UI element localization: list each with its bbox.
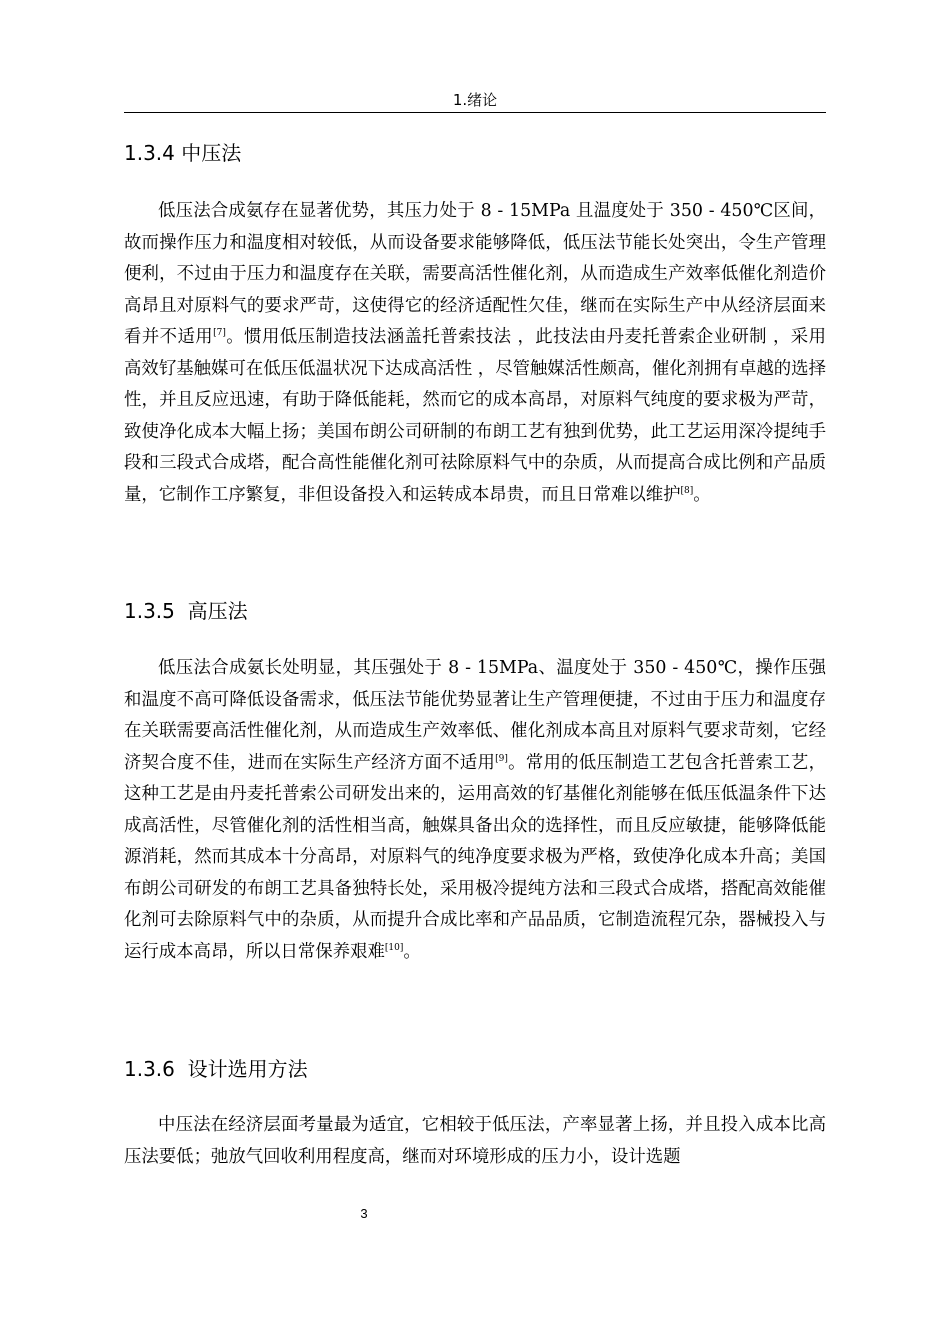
citation-ref: [9]	[495, 753, 508, 764]
section-heading-1-3-4: 1.3.4 中压法	[124, 141, 242, 165]
paragraph-text: 。	[693, 484, 711, 505]
running-header: 1.绪论	[452, 91, 498, 109]
citation-ref: [8]	[680, 485, 694, 496]
section-paragraph-1-3-6	[124, 1110, 826, 1173]
paragraph-text: 低压法合成氨存在显著优势，其压力处于 8 - 15MPa 且温度处于 350 - 450℃区间，故而操作压力和温度相对较低，从而设备要求能够降低，低压法节能长处突出，令生产管理便利，不过由于压力和温度存在关联，需要高活性催化剂，从而造成生产效率低催化剂造价高昂且对原料气的要求严苛，这使得它的经济适配性欠佳，继而在实际生产中从经济层面来看并不适用	[124, 201, 826, 347]
citation-ref: [10]	[384, 942, 404, 953]
section-heading-1-3-6: 1.3.6 设计选用方法	[124, 1057, 308, 1081]
section-paragraph-1-3-5	[124, 653, 826, 968]
section-heading-1-3-5: 1.3.5 高压法	[124, 599, 248, 623]
header-rule	[124, 112, 826, 113]
page-number: 3	[360, 1206, 368, 1221]
citation-ref: [7]	[213, 328, 226, 338]
paragraph-text: 。惯用低压制造技法涵盖托普索技法 ，此技法由丹麦托普索企业研制 ，采用高效钌基触媒可在低压低温状况下达成高活性 ，尽管触媒活性颇高，催化剂拥有卓越的选择性，并且反应迅速，有助于降低能耗，然而它的成本高昂，对原料气纯度的要求极为严苛，致使净化成本大幅上扬；美国布朗公司研制的布朗工艺有独到优势，此工艺运用深冷提纯手段和三段式合成塔，配合高性能催化剂可祛除原料气中的杂质，从而提高合成比例和产品质量，它制作工序繁复，非但设备投入和运转成本昂贵，而且日常难以维护	[124, 327, 826, 505]
paragraph-text: 中压法在经济层面考量最为适宜，它相较于低压法，产率显著上扬，并且投入成本比高压法要低；弛放气回收利用程度高，继而对环境形成的压力小，设计选题	[124, 1115, 826, 1167]
paragraph-text: 低压法合成氨长处明显，其压强处于 8 - 15MPa、温度处于 350 - 450℃，操作压强和温度不高可降低设备需求，低压法节能优势显著让生产管理便捷，不过由于压力和温度存在关联需要高活性催化剂，从而造成生产效率低、催化剂成本高且对原料气要求苛刻，它经济契合度不佳，进而在实际生产经济方面不适用	[124, 658, 826, 773]
paragraph-text: 。	[403, 941, 421, 962]
section-paragraph-1-3-4	[124, 196, 826, 511]
paragraph-text: 。常用的低压制造工艺包含托普索工艺，这种工艺是由丹麦托普索公司研发出来的，运用高效的钌基催化剂能够在低压低温条件下达成高活性，尽管催化剂的活性相当高，触媒具备出众的选择性，而且反应敏捷，能够降低能源消耗，然而其成本十分高昂，对原料气的纯净度要求极为严格，致使净化成本升高；美国布朗公司研发的布朗工艺具备独特长处，采用极冷提纯方法和三段式合成塔，搭配高效能催化剂可去除原料气中的杂质，从而提升合成比率和产品品质，它制造流程冗杂，器械投入与运行成本高昂，所以日常保养艰难	[124, 752, 826, 962]
